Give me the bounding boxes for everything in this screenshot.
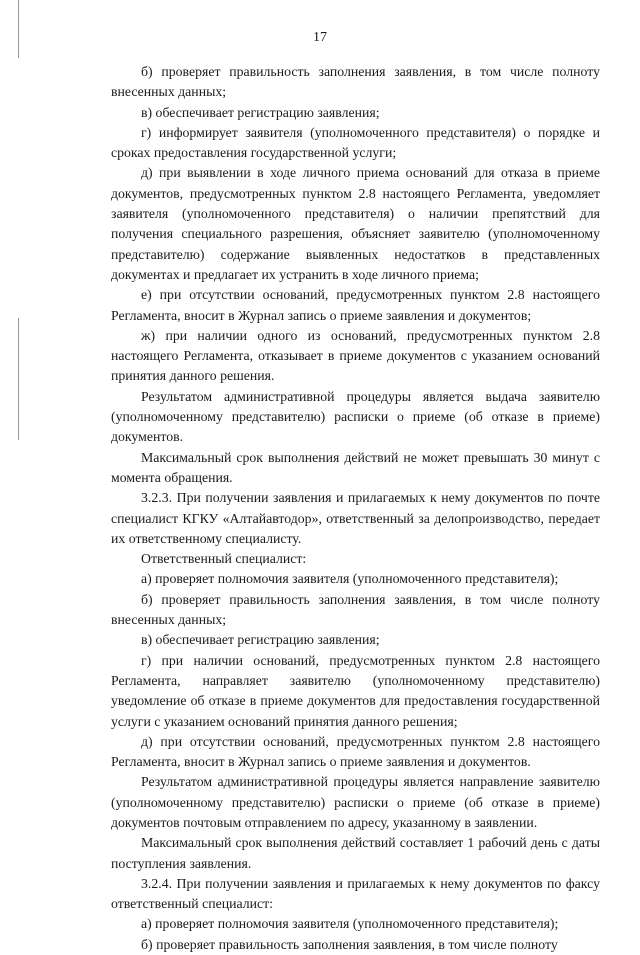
paragraph: Результатом административной процедуры является направление заявителю (уполномоченному представителю) расписки о приеме (об отказе в приеме) документов почтовым отправлением по адресу, указанному в заявлении. [111,774,600,830]
paragraph: а) проверяет полномочия заявителя (уполномоченного представителя); [141,916,559,932]
paragraph: 3.2.3. При получении заявления и прилагаемых к нему документов по почте специалист КГКУ «Алтайавтодор», ответственный за делопроизводство, передает их ответственному специалисту. [111,490,600,546]
paragraph: в) обеспечивает регистрацию заявления; [141,104,380,120]
scan-margin-line [18,318,19,440]
paragraph: д) при выявлении в ходе личного приема оснований для отказа в приеме документов, предусмотренных пунктом 2.8 настоящего Регламента, уведомляет заявителя (уполномоченного представителя) о наличии препятствий для получения специального разрешения, объясняет заявителю (уполномоченному представителю) содержание выявленных недостатков в представленных документах и предлагает их устранить в ходе личного приема; [111,165,600,282]
paragraph: б) проверяет правильность заполнения заявления, в том числе полноту внесенных данных; [111,64,600,100]
paragraph: г) информирует заявителя (уполномоченного представителя) о порядке и сроках предоставления государственной услуги; [111,124,600,161]
paragraph: Максимальный срок выполнения действий составляет 1 рабочий день с даты поступления заявления. [111,835,600,871]
paragraph: ж) при наличии одного из оснований, предусмотренных пунктом 2.8 настоящего Регламента, отказывает в приеме документов с указанием оснований принятия данного решения. [111,327,600,384]
page-number: 17 [313,30,327,45]
paragraph: 3.2.4. При получении заявления и прилагаемых к нему документов по факсу ответственный специалист: [111,875,600,912]
paragraph: г) при наличии оснований, предусмотренных пунктом 2.8 настоящего Регламента, направляет заявителю (уполномоченному представителю) уведомление об отказе в приеме документов для предоставления государственной услуги с указанием оснований принятия данного решения; [111,652,600,729]
scan-margin-line [18,0,19,58]
paragraph: б) проверяет правильность заполнения заявления, в том числе полноту внесенных данных; [111,591,600,628]
document-body [111,62,600,955]
paragraph: б) проверяет правильность заполнения заявления, в том числе полноту [141,936,558,952]
paragraph: Максимальный срок выполнения действий не может превышать 30 минут с момента обращения. [111,449,600,485]
paragraph: е) при отсутствии оснований, предусмотренных пунктом 2.8 настоящего Регламента, вносит в Журнал запись о приеме заявления и документов; [111,287,600,323]
paragraph: д) при отсутствии оснований, предусмотренных пунктом 2.8 настоящего Регламента, вносит в Журнал запись о приеме заявления и документов. [111,733,600,770]
paragraph: Результатом административной процедуры является выдача заявителю (уполномоченному представителю) расписки о приеме (об отказе в приеме) документов. [111,388,600,445]
paragraph: Ответственный специалист: [141,551,307,567]
paragraph: а) проверяет полномочия заявителя (уполномоченного представителя); [141,571,559,587]
paragraph: в) обеспечивает регистрацию заявления; [141,632,380,648]
